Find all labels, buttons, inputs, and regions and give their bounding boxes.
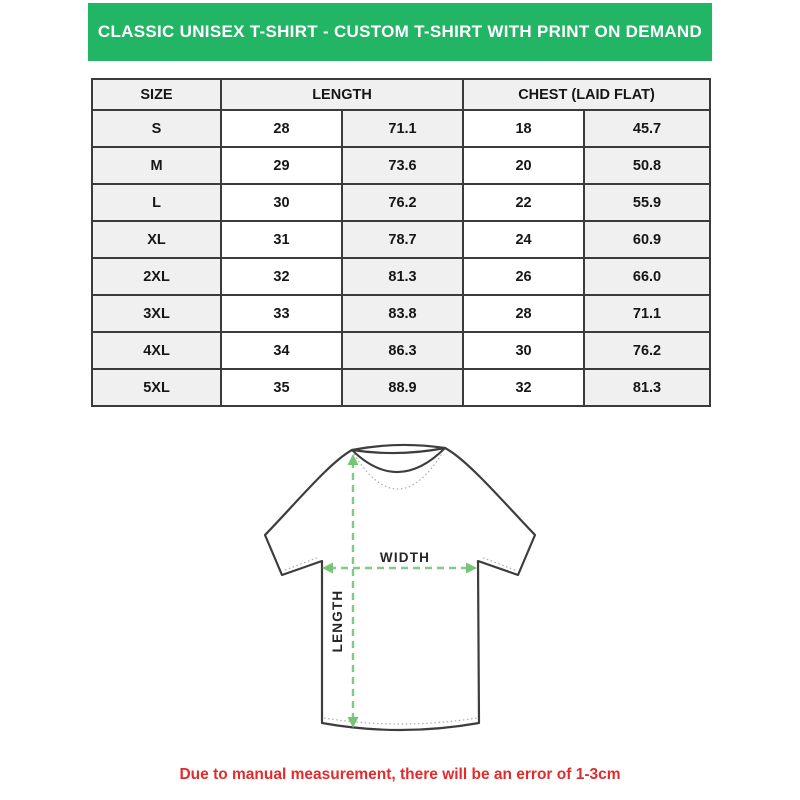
chest-cm-cell: 60.9 <box>584 221 710 258</box>
measurement-note: Due to manual measurement, there will be an error of 1-3cm <box>179 766 621 783</box>
size-cell: M <box>92 147 221 184</box>
chest-in-cell: 18 <box>463 110 584 147</box>
length-in-cell: 32 <box>221 258 342 295</box>
length-in-cell: 34 <box>221 332 342 369</box>
table-row <box>92 258 710 295</box>
tshirt-outline-icon <box>265 445 535 730</box>
length-cm-cell: 88.9 <box>342 369 463 406</box>
length-cm-cell: 86.3 <box>342 332 463 369</box>
chest-in-cell: 30 <box>463 332 584 369</box>
chest-in-cell: 32 <box>463 369 584 406</box>
table-row <box>92 369 710 406</box>
length-cm-cell: 78.7 <box>342 221 463 258</box>
size-cell: XL <box>92 221 221 258</box>
size-cell: 4XL <box>92 332 221 369</box>
length-in-cell: 30 <box>221 184 342 221</box>
length-cm-cell: 73.6 <box>342 147 463 184</box>
chest-in-cell: 22 <box>463 184 584 221</box>
chest-cm-cell: 81.3 <box>584 369 710 406</box>
length-in-cell: 28 <box>221 110 342 147</box>
length-in-cell: 31 <box>221 221 342 258</box>
banner <box>88 3 712 61</box>
length-in-cell: 29 <box>221 147 342 184</box>
banner-title: CLASSIC UNISEX T-SHIRT - CUSTOM T-SHIRT WITH PRINT ON DEMAND <box>97 22 703 41</box>
size-cell: L <box>92 184 221 221</box>
chest-cm-cell: 76.2 <box>584 332 710 369</box>
table-row <box>92 184 710 221</box>
length-in-cell: 33 <box>221 295 342 332</box>
tshirt-diagram <box>240 425 560 755</box>
length-cm-cell: 81.3 <box>342 258 463 295</box>
table-row <box>92 332 710 369</box>
length-cm-cell: 71.1 <box>342 110 463 147</box>
size-table <box>91 78 711 407</box>
col-header-length: LENGTH <box>221 79 463 110</box>
chest-in-cell: 26 <box>463 258 584 295</box>
chest-in-cell: 24 <box>463 221 584 258</box>
chest-cm-cell: 66.0 <box>584 258 710 295</box>
table-row <box>92 295 710 332</box>
chest-cm-cell: 45.7 <box>584 110 710 147</box>
size-cell: 5XL <box>92 369 221 406</box>
chest-cm-cell: 50.8 <box>584 147 710 184</box>
chest-in-cell: 20 <box>463 147 584 184</box>
table-row <box>92 110 710 147</box>
chest-cm-cell: 55.9 <box>584 184 710 221</box>
header-row <box>92 79 710 110</box>
col-header-chest: CHEST (LAID FLAT) <box>463 79 710 110</box>
length-cm-cell: 83.8 <box>342 295 463 332</box>
chest-cm-cell: 71.1 <box>584 295 710 332</box>
measurement-diagram <box>240 425 560 755</box>
table-row <box>92 147 710 184</box>
col-header-size: SIZE <box>92 79 221 110</box>
table-row <box>92 221 710 258</box>
size-cell: S <box>92 110 221 147</box>
size-cell: 2XL <box>92 258 221 295</box>
length-in-cell: 35 <box>221 369 342 406</box>
length-cm-cell: 76.2 <box>342 184 463 221</box>
length-label: LENGTH <box>330 589 345 653</box>
chest-in-cell: 28 <box>463 295 584 332</box>
width-label: WIDTH <box>379 550 431 565</box>
size-cell: 3XL <box>92 295 221 332</box>
